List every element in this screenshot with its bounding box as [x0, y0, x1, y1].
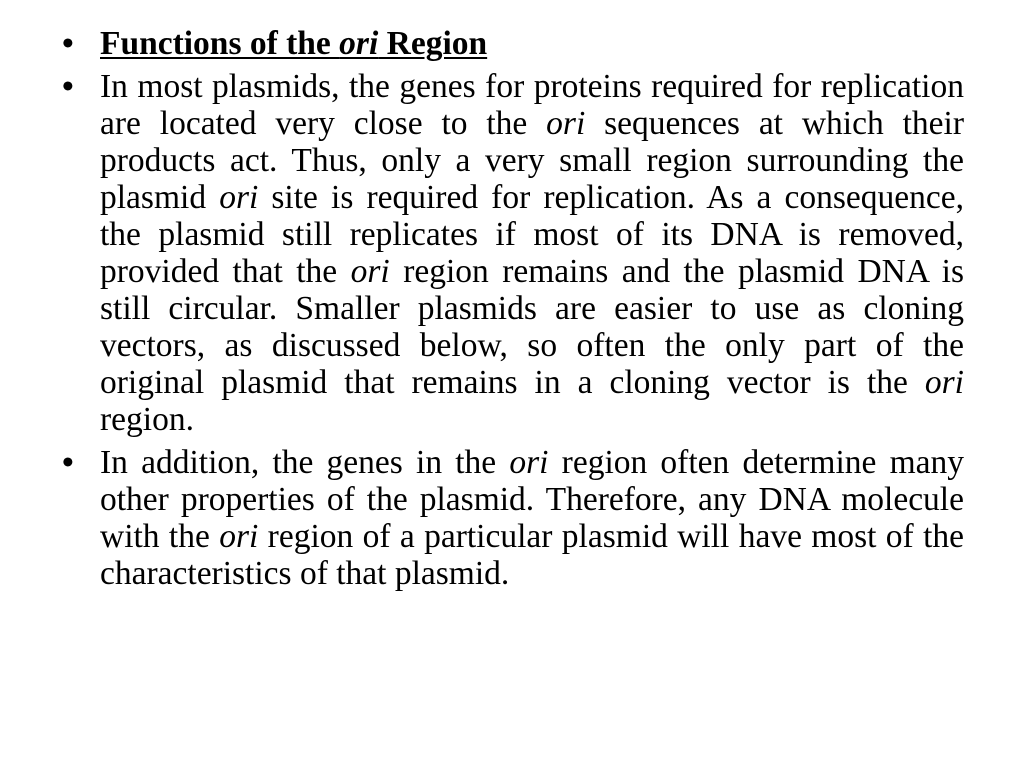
ori-term: ori — [546, 105, 586, 142]
paragraph-1-text: sequences at which their products act. Thus, only a very small region surrounding the plasmid — [100, 105, 964, 216]
heading-text-before: Functions of the — [100, 25, 340, 62]
paragraph-2-text: region often determine many other properties of the plasmid. Therefore, any DNA molecule with the — [100, 444, 964, 555]
paragraph-1-text: In most plasmids, the genes for proteins required for replication are located very close to the — [100, 68, 964, 142]
bullet-item-heading — [62, 25, 964, 62]
paragraph-2-text: In addition, the genes in the — [100, 444, 510, 481]
ori-term: ori — [219, 179, 259, 216]
bullet-item-paragraph-1 — [62, 68, 964, 438]
paragraph-1-text: region remains and the plasmid DNA is still circular. Smaller plasmids are easier to use as cloning vectors, as discussed below, so often the only part of the original plasmid that remains in a cloning vector is the — [100, 253, 965, 401]
heading-text-italic: ori — [339, 25, 379, 62]
slide-heading — [100, 25, 487, 62]
paragraph-2 — [100, 444, 964, 592]
heading-text-after: Region — [378, 25, 488, 62]
paragraph-2-text: region of a particular plasmid will have most of the characteristics of that plasmid. — [100, 518, 964, 592]
bullet-icon: • — [62, 68, 74, 105]
bullet-icon: • — [62, 25, 74, 62]
bullet-icon: • — [62, 444, 74, 481]
ori-term: ori — [924, 364, 964, 401]
paragraph-1 — [100, 68, 964, 438]
bullet-list — [62, 25, 964, 598]
ori-term: ori — [350, 253, 390, 290]
ori-term: ori — [509, 444, 549, 481]
paragraph-1-text: site is required for replication. As a consequence, the plasmid still replicates if most of its DNA is removed, provided that the — [100, 179, 965, 290]
ori-term: ori — [219, 518, 259, 555]
bullet-item-paragraph-2 — [62, 444, 964, 592]
paragraph-1-text: region. — [100, 401, 194, 438]
